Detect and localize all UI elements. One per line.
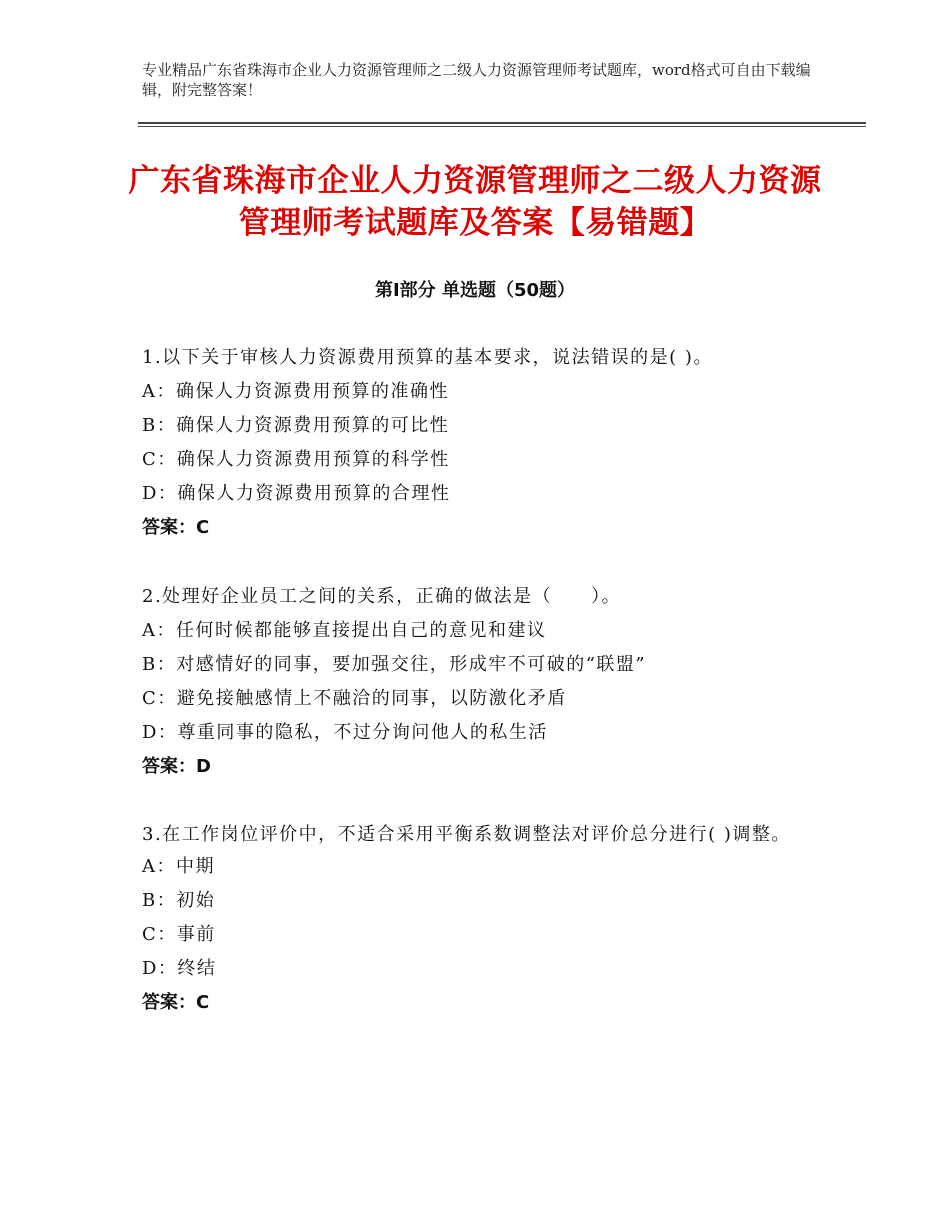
header-divider-thick [138,122,866,124]
document-title: 广东省珠海市企业人力资源管理师之二级人力资源管理师考试题库及答案【易错题】 [128,163,822,241]
option-a: A：确保人力资源费用预算的准确性 [142,381,449,402]
option-d: D：尊重同事的隐私，不过分询问他人的私生活 [142,722,548,743]
option-b: B：初始 [142,890,216,911]
option-b: B：对感情好的同事，要加强交往，形成牢不可破的“联盟” [142,654,647,675]
option-d: D：终结 [142,958,217,979]
option-a: A：中期 [142,856,215,877]
option-a: A：任何时候都能够直接提出自己的意见和建议 [142,620,547,641]
option-b: B：确保人力资源费用预算的可比性 [142,415,450,436]
answer: 答案：D [142,756,211,777]
header-divider-thin [138,126,866,127]
answer: 答案：C [142,517,210,538]
question-stem: 2.处理好企业员工之间的关系，正确的做法是（ ）。 [142,586,622,607]
option-c: C：确保人力资源费用预算的科学性 [142,449,450,470]
header-note: 专业精品广东省珠海市企业人力资源管理师之二级人力资源管理师考试题库，word格式可自由下载编辑，附完整答案！ [142,61,811,99]
question-1 [142,341,832,545]
option-d: D：确保人力资源费用预算的合理性 [142,483,451,504]
option-c: C：避免接触感情上不融洽的同事，以防激化矛盾 [142,688,567,709]
answer: 答案：C [142,992,210,1013]
section-title: 第Ⅰ部分 单选题（50题） [374,280,575,301]
question-stem: 1.以下关于审核人力资源费用预算的基本要求，说法错误的是( )。 [142,347,713,368]
option-c: C：事前 [142,924,216,945]
question-2 [142,580,832,784]
question-stem: 3.在工作岗位评价中，不适合采用平衡系数调整法对评价总分进行( )调整。 [142,824,791,845]
question-3 [142,820,832,1020]
